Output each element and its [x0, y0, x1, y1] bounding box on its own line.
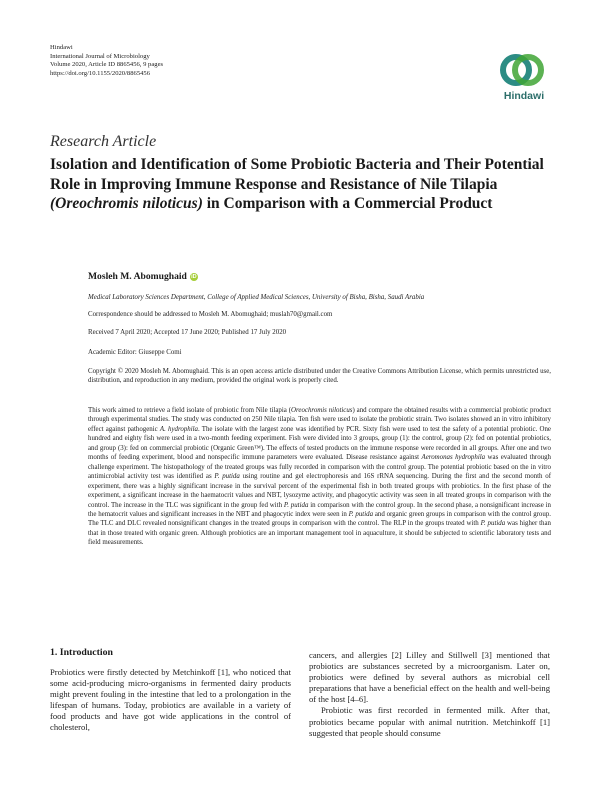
journal-name: International Journal of Microbiology [50, 52, 150, 60]
title-part-2: in Comparison with a Commercial Product [202, 195, 493, 213]
abstract-text: and organic green groups in comparison with the control group. The TLC and DLC revealed nonsignificant changes in the treated groups in comparison with the control. The RLP in the groups treated with [88, 510, 551, 528]
abstract-text: in comparison with the control group. In the second phase, a nonsignificant increase in the hematocrit values and significant increases in the NBT and phagocytic index were seen in [88, 501, 551, 518]
intro-paragraph: cancers, and allergies [2] Lilley and Stillwell [3] mentioned that probiotics are substances secreted by a microorganism. Later on, probiotics were defined by several authors as microbial cell preparations that have a beneficial effect on the health and well-being of the host [4–6]. [309, 650, 550, 705]
abstract-italic: P. putida [480, 520, 506, 528]
abstract-text: . The isolate with the largest zone was identified by PCR. Sixty fish were used to test the safety of a potential probiotic. One hundred and eighty fish were used in a two-month feeding experiment. Fish were divided into 3 groups, group (1): the control, group (2): fed on potential probiotics, and group (3): fed on commercial probiotic (Organic Green™). The effects of tested products on the immune response were recorded in all groups. After one and two months of feeding experiment, blood and nonspecific immune parameters were evaluated. Disease resistance against [88, 425, 551, 462]
abstract-italic: P. putida [214, 473, 240, 481]
copyright-notice: Copyright © 2020 Mosleh M. Abomughaid. This is an open access article distributed under the Creative Commons Attribution License, which permits unrestricted use, distribution, and reproduction in any medium, provided the original work is properly cited. [88, 368, 551, 385]
correspondence: Correspondence should be addressed to Mosleh M. Abomughaid; muslah70@gmail.com [88, 311, 333, 318]
abstract [88, 406, 551, 548]
abstract-text: was evaluated through challenge experiment. The histopathology of the treated groups was fully recorded in comparison with the control group. The potential probiotic based on the in vitro antimicrobial activity test was identified as [88, 454, 552, 481]
journal-info [50, 44, 163, 78]
paper-title [50, 155, 560, 214]
journal-volume: Volume 2020, Article ID 8865456, 9 pages [50, 61, 164, 69]
publication-dates: Received 7 April 2020; Accepted 17 June 2020; Published 17 July 2020 [88, 329, 287, 336]
intro-column-right [309, 650, 550, 739]
intro-column-left [50, 667, 291, 734]
abstract-text: This work aimed to retrieve a field isolate of probiotic from Nile tilapia ( [88, 407, 291, 414]
abstract-italic: A. hydrophila [159, 425, 198, 433]
abstract-italic: Oreochromis niloticus [291, 407, 353, 414]
academic-editor: Academic Editor: Giuseppe Comi [88, 349, 182, 356]
author [88, 271, 198, 282]
abstract-italic: Aeromonas hydrophila [421, 454, 486, 462]
title-species: (Oreochromis niloticus) [50, 195, 203, 213]
abstract-italic: P. putida [283, 501, 309, 509]
abstract-italic: P. putida [348, 510, 374, 518]
intro-paragraph: Probiotics were firstly detected by Metchinkoff [1], who noticed that some acid-producing micro-organisms in fermented dairy products might prevent fouling in the intestine that led to a prolongation in the lifespan of humans. Today, probiotics are available in a variety of food products and have got wide applications in the control of cholesterol, [50, 667, 291, 733]
journal-doi[interactable]: https://doi.org/10.1155/2020/8865456 [50, 69, 151, 77]
intro-paragraph: Probiotic was first recorded in fermented milk. After that, probiotics became popular with animal nutrition. Metchinkoff [1] suggested that people should consume [309, 705, 550, 738]
journal-publisher: Hindawi [50, 44, 73, 51]
abstract-text: ) and compare the obtained results with a commercial probiotic product through experimental studies. The study was conducted on 250 Nile tilapia. Ten fish were used to isolate the probiotic strain. Two isolates showed an in vitro inhibitory effect against pathogenic [88, 407, 552, 433]
abstract-text: was higher than that in those treated with organic green. Although probiotics are an important management tool in aquaculture, it should be subjected to scientific laboratory tests and field measurements. [88, 520, 551, 547]
logo-text: Hindawi [503, 90, 545, 102]
author-name: Mosleh M. Abomughaid [88, 271, 187, 282]
affiliation: Medical Laboratory Sciences Department, College of Applied Medical Sciences, University of Bisha, Bisha, Saudi Arabia [88, 294, 425, 301]
abstract-text: using routine and gel electrophoresis and 16S rRNA sequencing. During the first and the second month of experiment, there was a highly significant increase in the survival percent of the experimental fish in both treated groups with probiotics. In the first phase of the experiment, a significant increase in the haematocrit values and NBT, lysozyme activity, and phagocytic activity was seen in all treated groups in comparison with the control. The increase in the TLC was significant in the group fed with [88, 473, 551, 509]
section-heading-introduction: 1. Introduction [50, 647, 113, 658]
orcid-icon[interactable]: iD [191, 274, 197, 280]
title-part-1: Isolation and Identification of Some Probiotic Bacteria and Their Potential Role in Improving Immune Response and Resistance of Nile Tilapia [50, 156, 544, 193]
article-type: Research Article [50, 133, 157, 150]
